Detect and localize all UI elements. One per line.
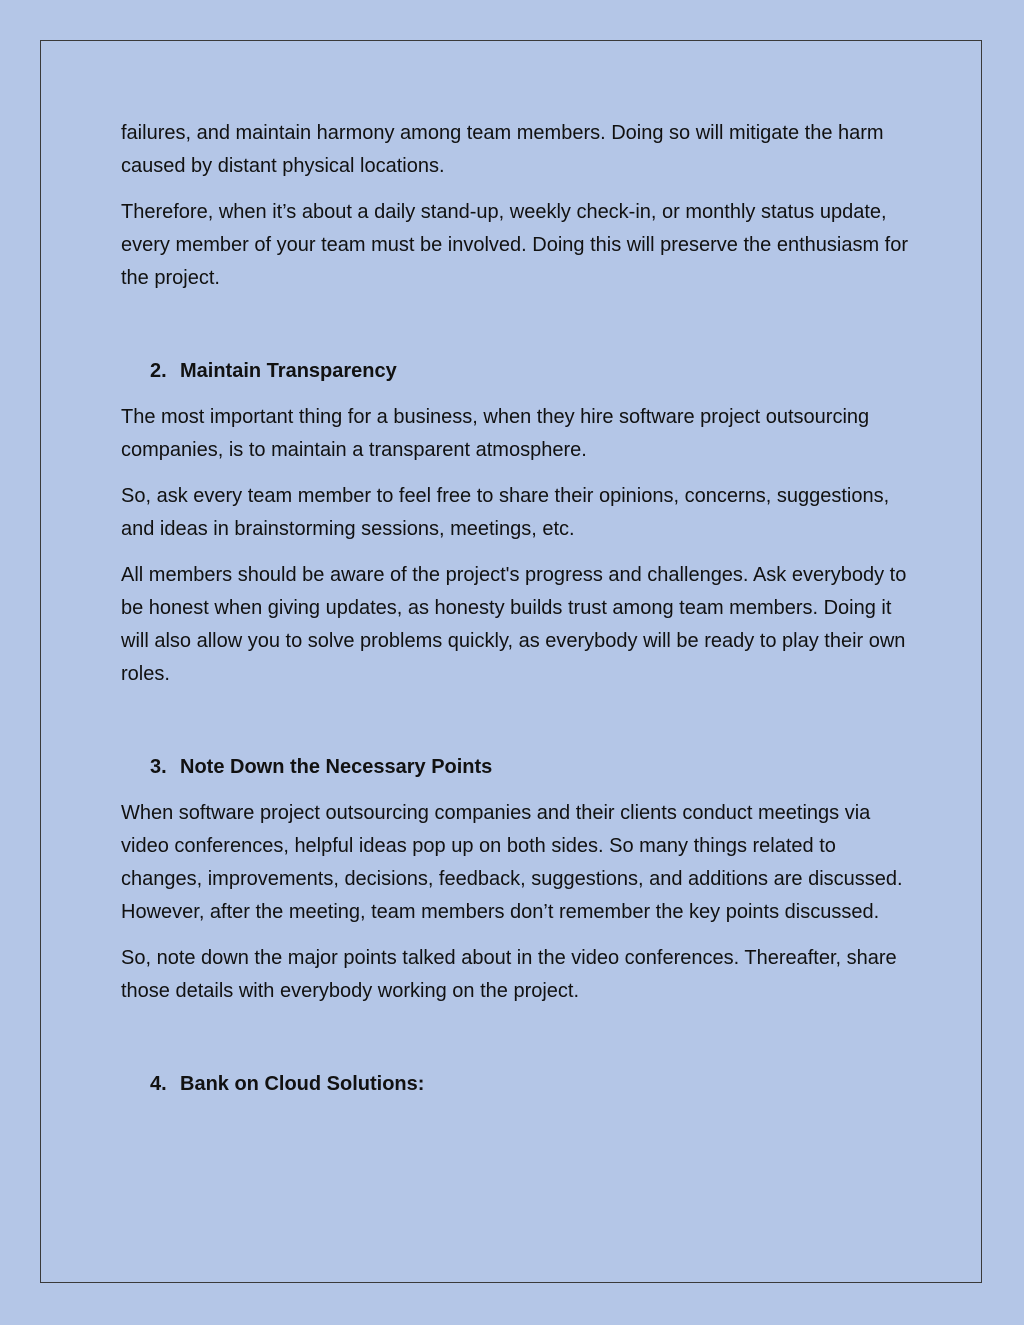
section-number: 2. <box>150 360 167 382</box>
section2-paragraph-3: All members should be aware of the project's progress and challenges. Ask everybody to be honest when giving updates, as honesty builds trust among team members. Doing it will also allow you to solve problems quickly, as everybody will be ready to play their own roles. <box>121 564 907 685</box>
section3-paragraph-1: When software project outsourcing companies and their clients conduct meetings via video conferences, helpful ideas pop up on both sides. So many things related to changes, improvements, decisions, feedback, suggestions, and additions are discussed. However, after the meeting, team members don’t remember the key points discussed. <box>121 802 903 923</box>
section-heading-note-down-points <box>121 751 921 784</box>
section-title: Bank on Cloud Solutions: <box>180 1073 425 1095</box>
section-title: Maintain Transparency <box>180 360 397 382</box>
section-number: 3. <box>150 756 167 778</box>
section2-paragraph-1: The most important thing for a business, when they hire software project outsourcing companies, is to maintain a transparent atmosphere. <box>121 406 870 461</box>
intro-paragraph-1: failures, and maintain harmony among team members. Doing so will mitigate the harm caused by distant physical locations. <box>121 122 884 177</box>
section-spacer <box>121 308 921 355</box>
heading-gap <box>121 388 921 401</box>
section-number: 4. <box>150 1073 167 1095</box>
intro-paragraph-2: Therefore, when it’s about a daily stand-up, weekly check-in, or monthly status update, every member of your team must be involved. Doing this will preserve the enthusiasm for the project. <box>121 201 909 289</box>
section3-paragraph-2: So, note down the major points talked about in the video conferences. Thereafter, share those details with everybody working on the project. <box>121 947 897 1002</box>
heading-gap <box>121 784 921 797</box>
section-title: Note Down the Necessary Points <box>180 756 493 778</box>
section-heading-maintain-transparency <box>121 355 921 388</box>
section-spacer <box>121 1021 921 1068</box>
section-spacer <box>121 704 921 751</box>
section-heading-cloud-solutions <box>121 1068 921 1101</box>
document-body <box>121 117 921 1101</box>
section2-paragraph-2: So, ask every team member to feel free to share their opinions, concerns, suggestions, and ideas in brainstorming sessions, meetings, etc. <box>121 485 890 540</box>
